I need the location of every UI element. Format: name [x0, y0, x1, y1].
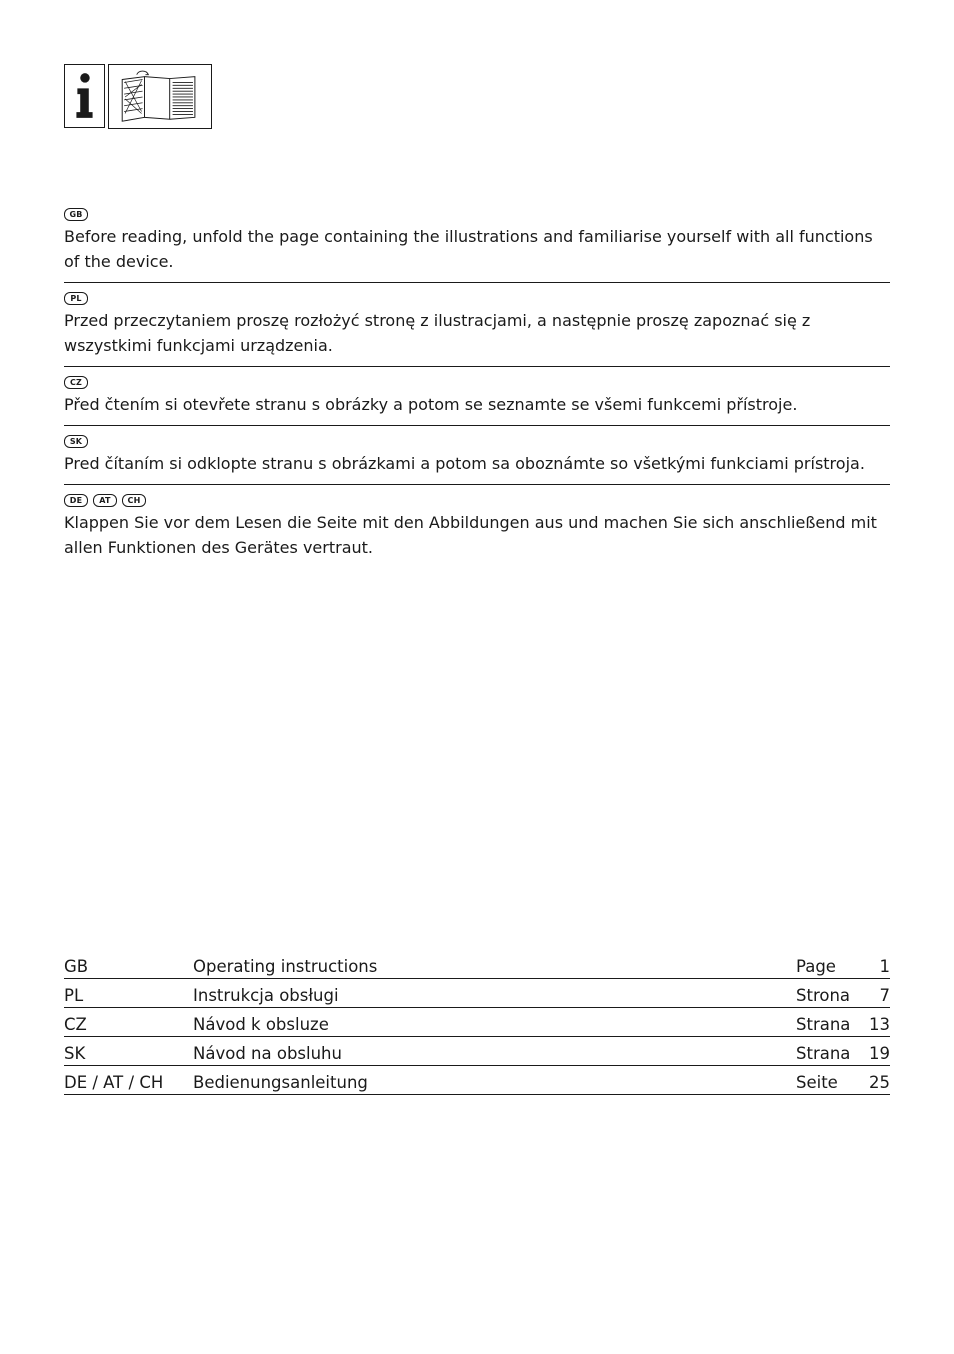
info-icon: [65, 65, 104, 127]
toc-page-number: 19: [869, 1044, 890, 1063]
toc-page-number: 25: [869, 1073, 890, 1092]
toc-title[interactable]: Operating instructions: [193, 957, 378, 976]
toc-page-number: 7: [879, 986, 890, 1005]
info-icon-box: [64, 64, 105, 128]
language-badges: [64, 374, 890, 390]
language-badge-gb: GB: [64, 208, 88, 221]
unfold-page-icon-box: [108, 64, 212, 129]
note-sk: [64, 433, 890, 476]
note-text-de: Klappen Sie vor dem Lesen die Seite mit den Abbildungen aus und machen Sie sich anschließend mit allen Funktionen des Gerätes vertraut.: [64, 513, 877, 557]
toc-page-number: 13: [869, 1015, 890, 1034]
note-cz: [64, 374, 890, 417]
language-badge-sk: SK: [64, 435, 88, 448]
language-badge-pl: PL: [64, 292, 88, 305]
toc-row[interactable]: [64, 979, 890, 1008]
note-gb: [64, 206, 890, 274]
table-of-contents: [64, 950, 890, 1095]
language-badge-cz: CZ: [64, 376, 88, 389]
language-badge-at: AT: [93, 494, 117, 507]
toc-language-code: PL: [64, 986, 84, 1005]
toc-language-code: CZ: [64, 1015, 87, 1034]
toc-row[interactable]: [64, 1066, 890, 1095]
unfold-instructions: [64, 206, 890, 560]
toc-title[interactable]: Instrukcja obsługi: [193, 986, 339, 1005]
toc-language-code: DE / AT / CH: [64, 1073, 164, 1092]
toc-page-word: Strana: [796, 1015, 851, 1034]
toc-title[interactable]: Bedienungsanleitung: [193, 1073, 368, 1092]
toc-title[interactable]: Návod na obsluhu: [193, 1044, 342, 1063]
note-pl: [64, 290, 890, 358]
toc-row[interactable]: [64, 950, 890, 979]
divider: [64, 484, 890, 485]
divider: [64, 282, 890, 283]
note-text-cz: Před čtením si otevřete stranu s obrázky a potom se seznamte se všemi funkcemi přístroje.: [64, 395, 798, 414]
note-text-pl: Przed przeczytaniem proszę rozłożyć stronę z ilustracjami, a następnie proszę zapoznać się z wszystkimi funkcjami urządzenia.: [64, 311, 811, 355]
toc-title[interactable]: Návod k obsluze: [193, 1015, 329, 1034]
note-text-sk: Pred čítaním si odklopte stranu s obrázkami a potom sa oboznámte so všetkými funkciami prístroja.: [64, 454, 865, 473]
toc-row[interactable]: [64, 1037, 890, 1066]
language-badges: [64, 433, 890, 449]
toc-page-word: Strana: [796, 1044, 851, 1063]
language-badges: [64, 290, 890, 306]
toc-page-word: Strona: [796, 986, 851, 1005]
toc-page-word: Page: [796, 957, 836, 976]
note-de-at-ch: [64, 492, 890, 560]
unfold-page-icon: [109, 65, 211, 128]
note-text-gb: Before reading, unfold the page containing the illustrations and familiarise yourself with all functions of the device.: [64, 227, 873, 271]
toc-language-code: GB: [64, 957, 89, 976]
divider: [64, 366, 890, 367]
toc-page-word: Seite: [796, 1073, 838, 1092]
toc-language-code: SK: [64, 1044, 86, 1063]
toc-page-number: 1: [879, 957, 890, 976]
language-badges: [64, 492, 890, 508]
toc-row[interactable]: [64, 1008, 890, 1037]
language-badges: [64, 206, 890, 222]
language-badge-de: DE: [64, 494, 88, 507]
language-badge-ch: CH: [122, 494, 146, 507]
divider: [64, 425, 890, 426]
